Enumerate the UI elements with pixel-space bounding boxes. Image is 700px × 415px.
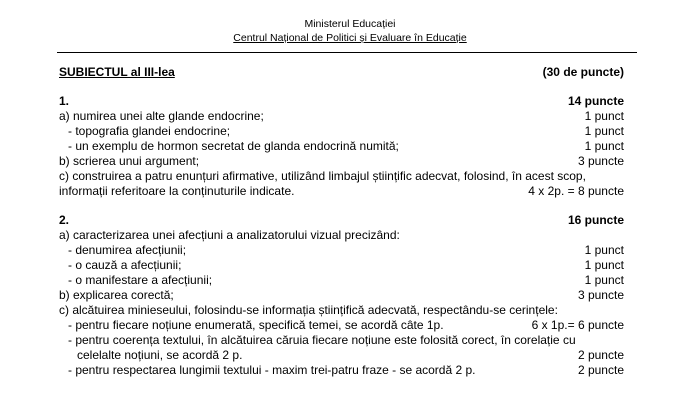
list-item xyxy=(59,318,624,333)
item-text: b) scrierea unui argument; xyxy=(59,154,200,168)
list-item xyxy=(59,228,624,243)
item-points: 1 punct xyxy=(584,109,624,123)
list-item xyxy=(59,288,624,303)
item-text: a) caracterizarea unei afecțiuni a analizatorului vizual precizând: xyxy=(59,228,400,242)
question-1-number: 1. xyxy=(59,94,70,108)
list-item xyxy=(59,184,624,199)
item-text: - topografia glandei endocrine; xyxy=(68,124,231,138)
question-2-total: 16 puncte xyxy=(567,213,624,227)
list-item xyxy=(59,243,624,258)
list-item xyxy=(59,363,624,378)
question-2-number: 2. xyxy=(59,213,70,227)
item-points: 6 x 1p.= 6 puncte xyxy=(531,318,624,332)
center-title: Centrul Național de Politici și Evaluare în Educație xyxy=(233,32,467,44)
subject-title: SUBIECTUL al III-lea xyxy=(59,65,175,79)
list-item xyxy=(59,124,624,139)
item-points: 3 puncte xyxy=(577,154,624,168)
item-text: c) alcătuirea minieseului, folosindu-se informația științifică adecvată, respectându-se cerințele: xyxy=(59,303,558,317)
list-item xyxy=(59,333,624,348)
item-text: celelalte noțiuni, se acordă 2 p. xyxy=(77,348,243,362)
list-item xyxy=(59,273,624,288)
list-item xyxy=(59,169,624,184)
subject-heading xyxy=(59,65,624,80)
question-1-total: 14 puncte xyxy=(567,94,624,108)
list-item xyxy=(59,154,624,169)
list-item xyxy=(59,139,624,154)
item-text: - pentru fiecare noțiune enumerată, specifică temei, se acordă câte 1p. xyxy=(68,318,444,332)
item-text: informații referitoare la conținuturile indicate. xyxy=(59,184,295,198)
item-text: - o manifestare a afecțiunii; xyxy=(68,273,213,287)
item-text: - pentru coerența textului, în alcătuirea căruia fiecare noțiune este folosită corect, în corelație cu xyxy=(68,333,576,347)
header-divider xyxy=(57,52,637,53)
item-points: 1 punct xyxy=(584,273,624,287)
list-item xyxy=(59,303,624,318)
item-points: 4 x 2p. = 8 puncte xyxy=(528,184,624,198)
item-text: - denumirea afecțiunii; xyxy=(68,243,187,257)
item-text: - un exemplu de hormon secretat de glanda endocrină numită; xyxy=(68,139,399,153)
item-text: a) numirea unei alte glande endocrine; xyxy=(59,109,264,123)
item-points: 1 punct xyxy=(584,139,624,153)
ministry-title: Ministerul Educației xyxy=(304,18,396,30)
item-text: - pentru respectarea lungimii textului - maxim trei-patru fraze - se acordă 2 p. xyxy=(68,363,476,377)
list-item xyxy=(59,109,624,124)
item-points: 2 puncte xyxy=(577,348,624,362)
item-points: 1 punct xyxy=(584,124,624,138)
question-2-heading xyxy=(59,213,624,228)
item-points: 2 puncte xyxy=(577,363,624,377)
list-item xyxy=(59,348,624,363)
item-points: 1 punct xyxy=(584,258,624,272)
subject-points: (30 de puncte) xyxy=(542,65,624,79)
question-1-heading xyxy=(59,94,624,109)
item-points: 1 punct xyxy=(584,243,624,257)
item-text: c) construirea a patru enunțuri afirmative, utilizând limbajul științific adecvat, folosind, în acest scop, xyxy=(59,169,586,183)
item-points: 3 puncte xyxy=(577,288,624,302)
list-item xyxy=(59,258,624,273)
item-text: - o cauză a afecțiunii; xyxy=(68,258,182,272)
item-text: b) explicarea corectă; xyxy=(59,288,174,302)
